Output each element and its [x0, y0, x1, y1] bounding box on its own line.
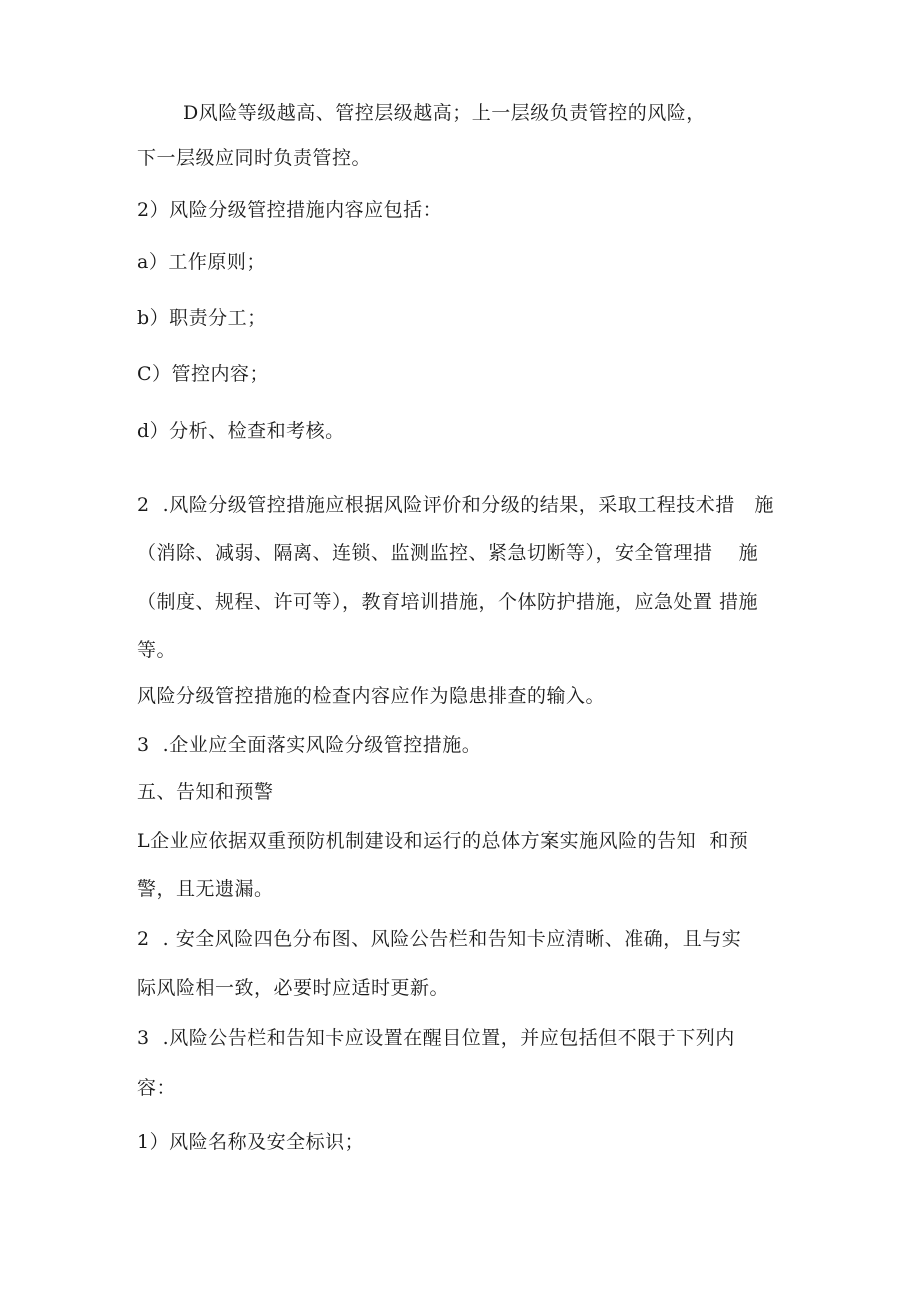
- list-item: C）管控内容；: [137, 363, 270, 385]
- paragraph-line: 2 . 安全风险四色分布图、风险公告栏和告知卡应清晰、准确，且与实: [137, 928, 742, 950]
- paragraph-line: L企业应依据双重预防机制建设和运行的总体方案实施风险的告知 和预: [137, 830, 749, 852]
- paragraph-line: 3 .企业应全面落实风险分级管控措施。: [137, 734, 482, 756]
- paragraph-line: D风险等级越高、管控层级越高；上一层级负责管控的风险，: [183, 102, 706, 124]
- section-heading: 五、告知和预警: [137, 781, 274, 803]
- paragraph-line: 际风险相一致，必要时应适时更新。: [137, 977, 450, 999]
- list-item: 1）风险名称及安全标识；: [137, 1131, 365, 1153]
- list-item: d）分析、检查和考核。: [137, 420, 345, 442]
- paragraph-line: 容：: [137, 1077, 177, 1099]
- list-heading: 2）风险分级管控措施内容应包括：: [137, 199, 443, 221]
- paragraph-line: 风险分级管控措施的检查内容应作为隐患排查的输入。: [137, 685, 606, 707]
- paragraph-line: 3 .风险公告栏和告知卡应设置在醒目位置，并应包括但不限于下列内: [137, 1027, 735, 1049]
- list-item: b）职责分工；: [137, 307, 267, 329]
- list-item: a）工作原则；: [137, 251, 266, 273]
- paragraph-line: 2 .风险分级管控措施应根据风险评价和分级的结果，采取工程技术措 施: [137, 494, 774, 516]
- paragraph-line: 下一层级应同时负责管控。: [137, 147, 372, 169]
- paragraph-line: （制度、规程、许可等），教育培训措施，个体防护措施，应急处置 措施: [137, 591, 759, 613]
- paragraph-line: 等。: [137, 639, 177, 661]
- paragraph-line: 警，且无遗漏。: [137, 878, 274, 900]
- paragraph-line: （消除、减弱、隔离、连锁、监测监控、紧急切断等），安全管理措 施: [137, 542, 759, 564]
